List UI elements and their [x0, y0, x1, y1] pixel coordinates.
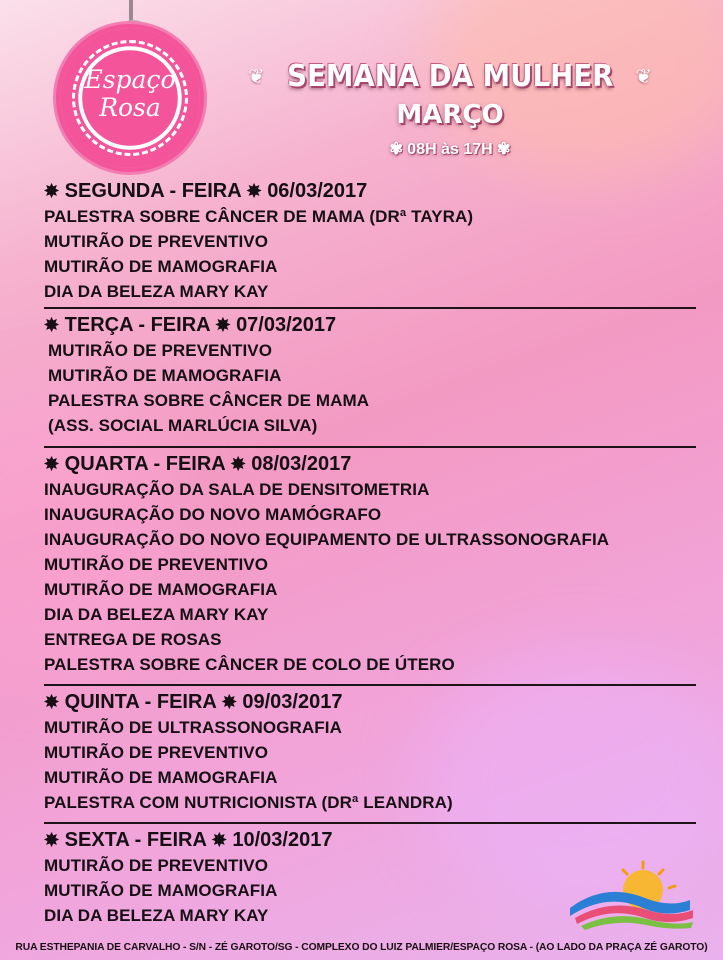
list-item: MUTIRÃO DE MAMOGRAFIA — [44, 580, 278, 599]
logo-line-2: Rosa — [99, 93, 161, 122]
list-item: MUTIRÃO DE MAMOGRAFIA — [44, 768, 278, 787]
list-item: DIA DA BELEZA MARY KAY — [44, 906, 269, 925]
list-item: INAUGURAÇÃO DA SALA DE DENSITOMETRIA — [44, 480, 430, 499]
list-item: PALESTRA SOBRE CÂNCER DE COLO DE ÚTERO — [44, 655, 455, 674]
asterisk-star-icon: ✸ — [44, 692, 60, 712]
list-item: MUTIRÃO DE MAMOGRAFIA — [44, 881, 278, 900]
asterisk-star-icon: ✸ — [44, 830, 60, 850]
sprig-icon: ✾ — [497, 141, 511, 158]
asterisk-star-icon: ✸ — [246, 181, 262, 201]
day-name: SEXTA - FEIRA — [64, 829, 207, 851]
list-item: DIA DA BELEZA MARY KAY — [44, 605, 269, 624]
list-item: ENTREGA DE ROSAS — [44, 630, 222, 649]
asterisk-star-icon: ✸ — [211, 830, 227, 850]
divider — [44, 446, 696, 448]
list-item: MUTIRÃO DE PREVENTIVO — [44, 555, 269, 574]
list-item: INAUGURAÇÃO DO NOVO EQUIPAMENTO DE ULTRASSONOGRAFIA — [44, 530, 610, 549]
asterisk-star-icon: ✸ — [230, 454, 246, 474]
list-item: DIA DA BELEZA MARY KAY — [44, 282, 269, 301]
divider — [44, 822, 696, 824]
asterisk-star-icon: ✸ — [215, 315, 231, 335]
sprig-icon: ✾ — [389, 141, 403, 158]
divider — [44, 307, 696, 309]
day-header — [44, 827, 704, 853]
day-header — [44, 178, 704, 204]
day-header — [44, 312, 704, 338]
logo-text — [60, 66, 200, 122]
list-item: PALESTRA COM NUTRICIONISTA (DRª LEANDRA) — [44, 793, 453, 812]
list-item: MUTIRÃO DE PREVENTIVO — [44, 232, 269, 251]
footer-address: RUA ESTHEPANIA DE CARVALHO - S/N - ZÉ GAROTO/SG - COMPLEXO DO LUIZ PALMIER/ESPAÇO ROSA - (AO LADO DA PRAÇA ZÉ GAROTO) — [15, 942, 708, 953]
day-header — [44, 451, 704, 477]
list-item: PALESTRA SOBRE CÂNCER DE MAMA — [48, 391, 370, 410]
list-item: INAUGURAÇÃO DO NOVO MAMÓGRAFO — [44, 505, 382, 524]
list-item: MUTIRÃO DE MAMOGRAFIA — [44, 257, 278, 276]
asterisk-star-icon: ✸ — [44, 315, 60, 335]
title-row — [222, 54, 678, 98]
day-date: 10/03/2017 — [232, 829, 333, 851]
sun-waves-logo-icon — [565, 860, 695, 930]
day-block-quinta — [44, 689, 704, 815]
flourish-icon: ❦ — [247, 65, 265, 88]
hours-line — [222, 139, 678, 159]
day-name: TERÇA - FEIRA — [64, 314, 210, 336]
list-item: MUTIRÃO DE PREVENTIVO — [44, 856, 269, 875]
page-title: SEMANA DA MULHER — [286, 58, 614, 94]
day-header — [44, 689, 704, 715]
list-item: MUTIRÃO DE MAMOGRAFIA — [48, 366, 282, 385]
espaco-rosa-logo — [60, 28, 200, 168]
day-date: 08/03/2017 — [251, 453, 352, 475]
day-date: 09/03/2017 — [242, 691, 343, 713]
asterisk-star-icon: ✸ — [44, 454, 60, 474]
asterisk-star-icon: ✸ — [221, 692, 237, 712]
day-name: QUARTA - FEIRA — [64, 453, 226, 475]
list-item: MUTIRÃO DE PREVENTIVO — [44, 743, 269, 762]
list-item: (ASS. SOCIAL MARLÚCIA SILVA) — [48, 416, 318, 435]
day-date: 07/03/2017 — [236, 314, 337, 336]
logo-line-1: Espaço — [84, 65, 176, 94]
day-block-quarta — [44, 451, 704, 677]
hours-text: 08H às 17H — [407, 141, 493, 158]
divider — [44, 684, 696, 686]
day-block-segunda — [44, 178, 704, 304]
asterisk-star-icon: ✸ — [44, 181, 60, 201]
flourish-icon: ❦ — [635, 65, 653, 88]
list-item: MUTIRÃO DE ULTRASSONOGRAFIA — [44, 718, 342, 737]
day-block-terca — [44, 312, 704, 438]
month-subtitle: MARÇO — [396, 100, 504, 130]
day-name: QUINTA - FEIRA — [64, 691, 217, 713]
list-item: PALESTRA SOBRE CÂNCER DE MAMA (DRª TAYRA) — [44, 207, 474, 226]
day-name: SEGUNDA - FEIRA — [64, 180, 241, 202]
list-item: MUTIRÃO DE PREVENTIVO — [48, 341, 273, 360]
day-date: 06/03/2017 — [267, 180, 368, 202]
